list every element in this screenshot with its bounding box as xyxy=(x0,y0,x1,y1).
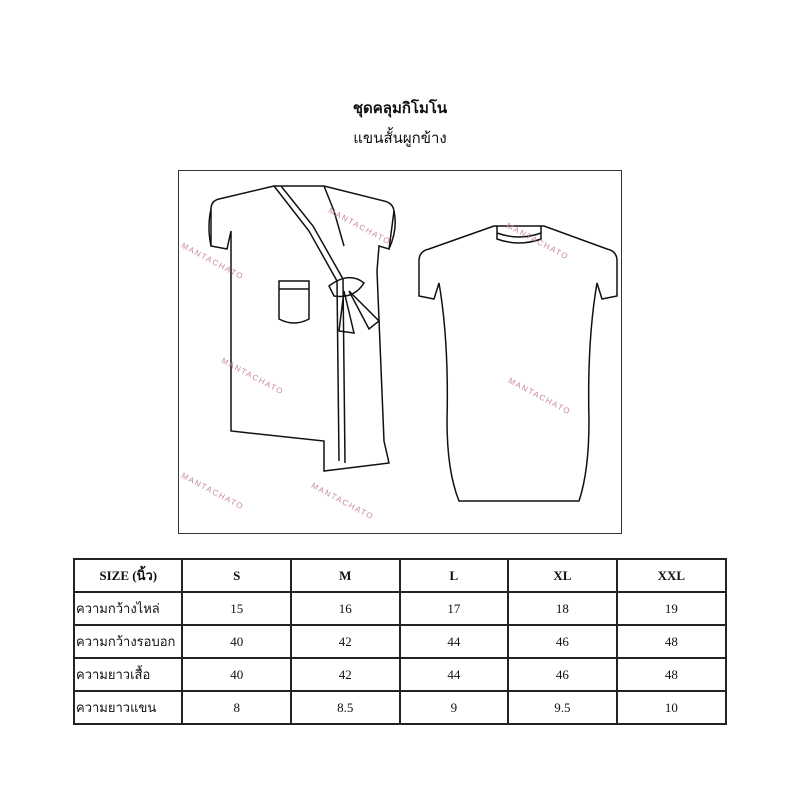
table-cell: 44 xyxy=(400,625,508,658)
table-row xyxy=(74,658,726,691)
watermark: MANTACHATO xyxy=(219,356,286,397)
watermark: MANTACHATO xyxy=(179,471,246,512)
header-s: S xyxy=(182,559,290,592)
table-header-row xyxy=(74,559,726,592)
watermark: MANTACHATO xyxy=(309,481,376,522)
table-cell: 48 xyxy=(617,658,726,691)
table-row xyxy=(74,592,726,625)
header-xl: XL xyxy=(508,559,617,592)
table-row xyxy=(74,625,726,658)
table-cell: 44 xyxy=(400,658,508,691)
row-label: ความกว้างรอบอก xyxy=(74,625,182,658)
size-table xyxy=(73,558,727,725)
table-cell: 15 xyxy=(182,592,290,625)
garment-illustration xyxy=(178,170,622,534)
table-cell: 42 xyxy=(291,658,400,691)
table-cell: 46 xyxy=(508,658,617,691)
header-m: M xyxy=(291,559,400,592)
table-cell: 19 xyxy=(617,592,726,625)
header-xxl: XXL xyxy=(617,559,726,592)
watermark: MANTACHATO xyxy=(326,206,393,247)
robe-back-drawing xyxy=(419,226,617,501)
row-label: ความยาวแขน xyxy=(74,691,182,724)
watermark: MANTACHATO xyxy=(506,376,573,417)
row-label: ความกว้างไหล่ xyxy=(74,592,182,625)
table-cell: 17 xyxy=(400,592,508,625)
table-cell: 18 xyxy=(508,592,617,625)
table-cell: 8.5 xyxy=(291,691,400,724)
table-cell: 9.5 xyxy=(508,691,617,724)
product-title: ชุดคลุมกิโมโน xyxy=(352,101,448,117)
table-cell: 9 xyxy=(400,691,508,724)
table-row xyxy=(74,691,726,724)
table-cell: 16 xyxy=(291,592,400,625)
table-cell: 10 xyxy=(617,691,726,724)
watermark: MANTACHATO xyxy=(179,241,246,282)
table-cell: 42 xyxy=(291,625,400,658)
table-cell: 48 xyxy=(617,625,726,658)
header-size: SIZE (นิ้ว) xyxy=(74,559,182,592)
table-cell: 46 xyxy=(508,625,617,658)
table-cell: 40 xyxy=(182,658,290,691)
header-l: L xyxy=(400,559,508,592)
table-cell: 8 xyxy=(182,691,290,724)
row-label: ความยาวเสื้อ xyxy=(74,658,182,691)
watermark: MANTACHATO xyxy=(504,221,571,262)
product-subtitle: แขนสั้นผูกข้าง xyxy=(353,131,447,147)
table-cell: 40 xyxy=(182,625,290,658)
